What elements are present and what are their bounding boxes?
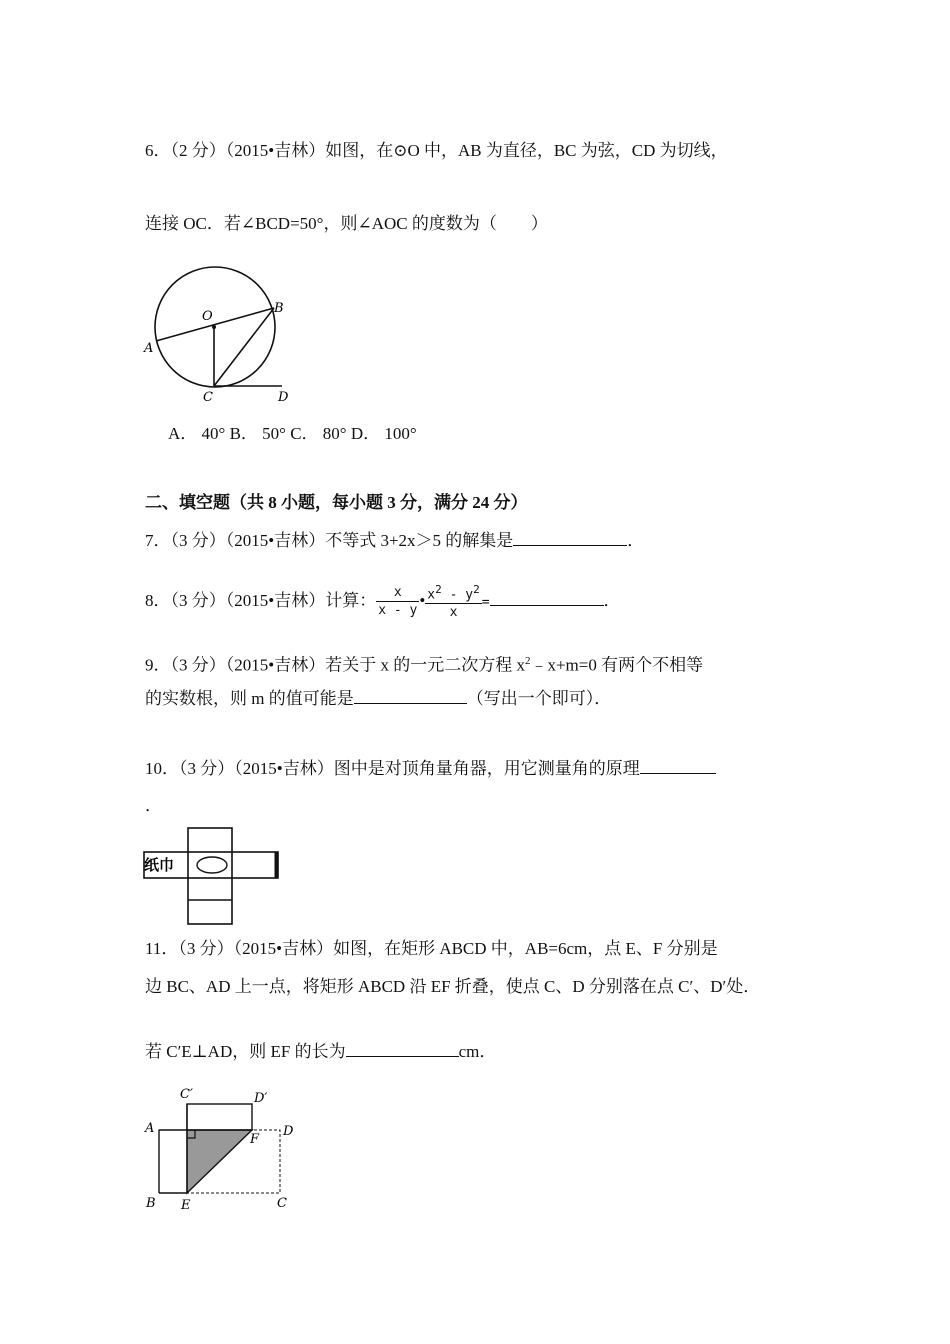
q8-fraction-1: [376, 585, 419, 620]
center-oval: [197, 857, 227, 873]
label-d-prime: D′: [254, 1091, 268, 1106]
label-a: A: [145, 1121, 155, 1136]
q9-sup: 2: [524, 655, 531, 667]
vertical-strip: [188, 828, 232, 924]
q6-options: A． 40° B． 50° C． 80° D． 100°: [168, 424, 417, 443]
q8-text: 8．（3 分）（2015•吉林）计算：: [145, 591, 377, 610]
q11-text-a: 若 C′E⊥AD，则 EF 的长为: [145, 1042, 346, 1061]
folded-triangle: [187, 1130, 252, 1193]
q8-line: [145, 578, 621, 624]
q6-circle-figure: [140, 262, 300, 412]
q8-frac2-numerator: $x^2 - y^2$: [427, 582, 480, 603]
center-point: [212, 325, 216, 329]
q8-tail: ．: [603, 591, 621, 610]
q11-line3: [145, 1040, 496, 1063]
q8-equals: =: [481, 595, 490, 610]
folded-rect: [187, 1104, 252, 1130]
q9-text-a: 9．（3 分）（2015•吉林）若关于 x 的一元二次方程 x: [145, 655, 525, 675]
q6-text-line1: 6．（2 分）（2015•吉林）如图，在⊙O 中，AB 为直径，BC 为弦，CD 为切线，: [145, 141, 728, 160]
q9-line1: [145, 650, 703, 677]
q7-text: 7．（3 分）（2015•吉林）不等式 3+2x＞5 的解集是: [145, 531, 514, 550]
q11-text-line1: 11．（3 分）（2015•吉林）如图，在矩形 ABCD 中，AB=6cm，点 E、F 分别是: [145, 939, 718, 958]
q10-tail: ．: [145, 796, 162, 815]
q8-frac2-denominator: x: [425, 603, 481, 622]
label-a: A: [144, 341, 154, 356]
q11-text-line2: 边 BC、AD 上一点，将矩形 ABCD 沿 EF 折叠，使点 C、D 分别落在点 C′、D′处．: [145, 977, 761, 996]
q8-fraction-2: [425, 582, 481, 622]
label-b: B: [274, 301, 284, 316]
q10-line: [145, 757, 716, 780]
q8-dot: •: [419, 591, 426, 610]
q9-text-d: （写出一个即可）．: [466, 689, 612, 708]
q11-rectangle-fold-figure: [140, 1082, 310, 1217]
label-c-prime: C′: [180, 1087, 193, 1102]
label-d: D: [278, 390, 289, 405]
label-e: E: [181, 1198, 191, 1213]
q8-answer-blank[interactable]: [490, 589, 604, 606]
q8-frac1-denominator: x - y: [378, 602, 418, 618]
chord-bc: [214, 308, 274, 386]
q9-text-c: 的实数根，则 m 的值可能是: [145, 689, 354, 708]
q9-answer-blank[interactable]: [354, 687, 467, 704]
section-heading: 二、填空题（共 8 小题，每小题 3 分，满分 24 分）: [145, 493, 528, 512]
label-b: B: [146, 1196, 156, 1211]
label-c: C: [277, 1196, 287, 1211]
label-tissue: 纸巾: [144, 856, 175, 874]
q8-frac1-numerator: x: [393, 584, 402, 600]
diameter-ab: [156, 308, 274, 341]
q11-text-b: cm．: [458, 1042, 497, 1061]
q10-text: 10．（3 分）（2015•吉林）图中是对顶角量角器，用它测量角的原理: [145, 759, 640, 778]
q9-text-b: ﹣x+m=0 有两个不相等: [530, 655, 704, 675]
q7-tail: ．: [627, 531, 645, 550]
q10-protractor-figure: [142, 826, 282, 926]
q7-line: [145, 529, 644, 552]
q10-answer-blank[interactable]: [640, 757, 716, 774]
q6-text-line2: 连接 OC．若∠BCD=50°，则∠AOC 的度数为（ ）: [145, 214, 548, 233]
label-d: D: [283, 1124, 294, 1139]
label-o: O: [202, 309, 213, 324]
q11-answer-blank[interactable]: [346, 1040, 459, 1057]
q9-line2: [145, 687, 611, 710]
label-f: F: [250, 1132, 260, 1147]
q7-answer-blank[interactable]: [513, 529, 627, 546]
label-c: C: [203, 390, 213, 405]
